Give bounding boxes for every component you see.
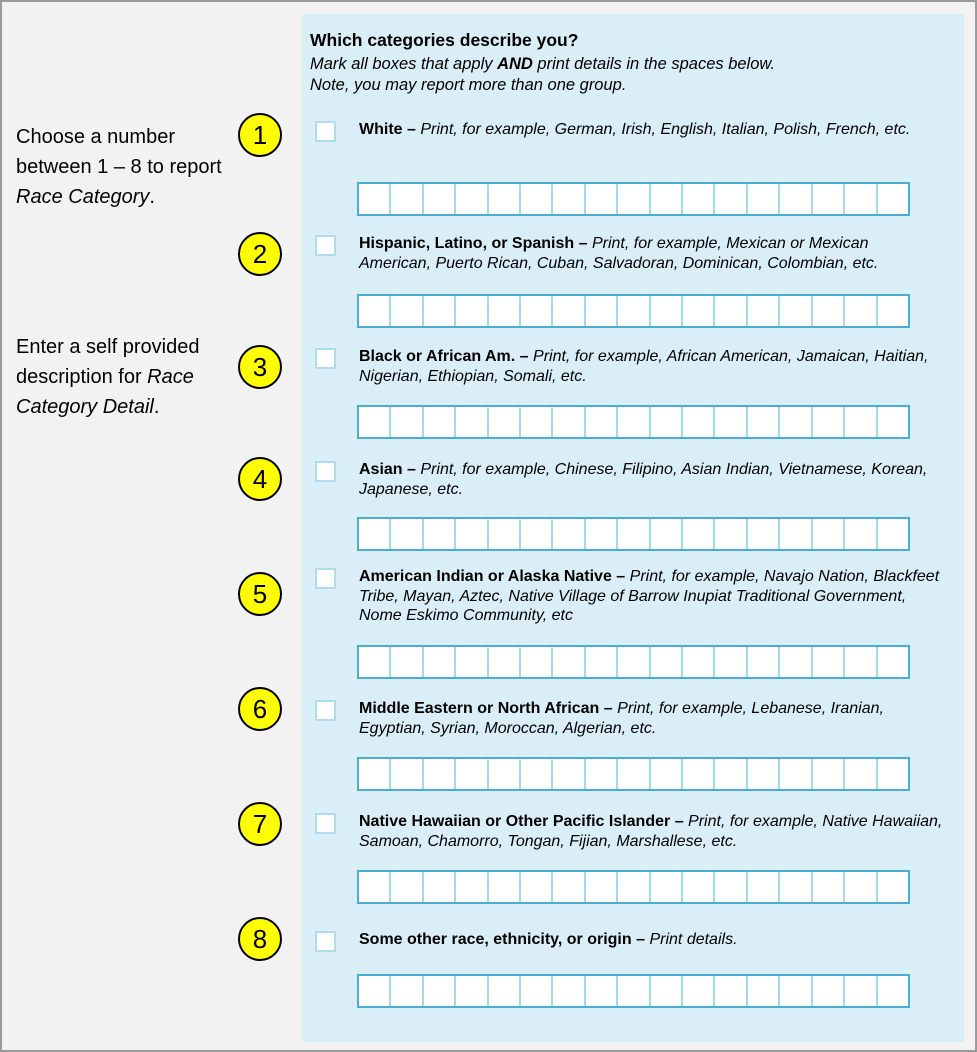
question-instruction-line2: Note, you may report more than one group. bbox=[310, 76, 627, 94]
write-in-cell[interactable] bbox=[456, 872, 488, 902]
write-in-cell[interactable] bbox=[813, 407, 845, 437]
category-label bbox=[359, 812, 944, 851]
write-in-cell[interactable] bbox=[683, 407, 715, 437]
write-in-field-white[interactable] bbox=[357, 182, 910, 216]
write-in-cell[interactable] bbox=[748, 519, 780, 549]
question-title: Which categories describe you? bbox=[310, 30, 579, 50]
write-in-cell[interactable] bbox=[586, 184, 618, 214]
write-in-cell[interactable] bbox=[424, 296, 456, 326]
write-in-cell[interactable] bbox=[878, 519, 908, 549]
write-in-cell[interactable] bbox=[424, 759, 456, 789]
category-row-hispanic bbox=[315, 234, 960, 273]
write-in-cell[interactable] bbox=[780, 519, 812, 549]
category-description: Print, for example, German, Irish, English, Italian, Polish, French, etc. bbox=[420, 121, 911, 138]
write-in-cell[interactable] bbox=[618, 759, 650, 789]
write-in-cell[interactable] bbox=[391, 296, 423, 326]
write-in-cell[interactable] bbox=[618, 519, 650, 549]
write-in-cell[interactable] bbox=[553, 519, 585, 549]
instruction-and: AND bbox=[497, 55, 533, 73]
write-in-cell[interactable] bbox=[391, 184, 423, 214]
write-in-cell[interactable] bbox=[878, 872, 908, 902]
write-in-cell[interactable] bbox=[780, 296, 812, 326]
write-in-cell[interactable] bbox=[521, 759, 553, 789]
checkbox-mena[interactable] bbox=[315, 700, 336, 721]
write-in-cell[interactable] bbox=[489, 407, 521, 437]
dash: – bbox=[578, 235, 588, 252]
write-in-cell[interactable] bbox=[456, 759, 488, 789]
checkbox-nhpi[interactable] bbox=[315, 813, 336, 834]
step-number-badge-2: 2 bbox=[238, 232, 282, 276]
write-in-cell[interactable] bbox=[651, 296, 683, 326]
write-in-cell[interactable] bbox=[586, 519, 618, 549]
category-description: Print, for example, Mexican or Mexican American, Puerto Rican, Cuban, Salvadoran, Dominican, Colombian, etc. bbox=[359, 235, 879, 272]
note-text: Enter a self provided description for bbox=[16, 336, 200, 388]
write-in-field-asian[interactable] bbox=[357, 517, 910, 551]
step-number-badge-3: 3 bbox=[238, 345, 282, 389]
write-in-cell[interactable] bbox=[553, 296, 585, 326]
checkbox-aian[interactable] bbox=[315, 568, 336, 589]
step-number-badge-4: 4 bbox=[238, 457, 282, 501]
write-in-cell[interactable] bbox=[813, 759, 845, 789]
step-number-badge-5: 5 bbox=[238, 572, 282, 616]
write-in-cell[interactable] bbox=[424, 407, 456, 437]
write-in-cell[interactable] bbox=[878, 759, 908, 789]
step-number-badge-8: 8 bbox=[238, 917, 282, 961]
instruction-note-race-category bbox=[16, 122, 231, 212]
write-in-field-other[interactable] bbox=[357, 974, 910, 1008]
question-instruction bbox=[310, 54, 958, 75]
write-in-cell[interactable] bbox=[780, 407, 812, 437]
write-in-cell[interactable] bbox=[521, 976, 553, 1006]
category-name: American Indian or Alaska Native bbox=[359, 568, 612, 585]
write-in-cell[interactable] bbox=[683, 296, 715, 326]
write-in-cell[interactable] bbox=[845, 407, 877, 437]
checkbox-hispanic[interactable] bbox=[315, 235, 336, 256]
write-in-cell[interactable] bbox=[359, 519, 391, 549]
write-in-cell[interactable] bbox=[489, 184, 521, 214]
category-description: Print, for example, Navajo Nation, Blackfeet Tribe, Mayan, Aztec, Native Village of Barrow Inupiat Traditional Government, Nome Eskimo Community, etc bbox=[359, 568, 940, 624]
category-name: Hispanic, Latino, or Spanish bbox=[359, 235, 575, 252]
question-header bbox=[310, 30, 958, 96]
write-in-field-aian[interactable] bbox=[357, 645, 910, 679]
write-in-cell[interactable] bbox=[845, 519, 877, 549]
write-in-cell[interactable] bbox=[813, 647, 845, 677]
write-in-cell[interactable] bbox=[586, 759, 618, 789]
write-in-cell[interactable] bbox=[683, 759, 715, 789]
category-row-aian bbox=[315, 567, 960, 626]
category-description: Print, for example, Lebanese, Iranian, Egyptian, Syrian, Moroccan, Algerian, etc. bbox=[359, 700, 884, 737]
category-name: White bbox=[359, 121, 403, 138]
write-in-cell[interactable] bbox=[748, 759, 780, 789]
write-in-cell[interactable] bbox=[391, 759, 423, 789]
category-row-mena bbox=[315, 699, 960, 738]
write-in-cell[interactable] bbox=[878, 184, 908, 214]
write-in-cell[interactable] bbox=[489, 976, 521, 1006]
write-in-cell[interactable] bbox=[391, 647, 423, 677]
step-number-badge-7: 7 bbox=[238, 802, 282, 846]
note-suffix: . bbox=[149, 186, 155, 208]
write-in-cell[interactable] bbox=[618, 976, 650, 1006]
write-in-cell[interactable] bbox=[845, 184, 877, 214]
write-in-cell[interactable] bbox=[813, 296, 845, 326]
write-in-cell[interactable] bbox=[553, 759, 585, 789]
question-panel bbox=[302, 14, 964, 1042]
note-text: Choose a number between 1 – 8 to report bbox=[16, 126, 222, 178]
write-in-cell[interactable] bbox=[715, 519, 747, 549]
dash: – bbox=[519, 348, 529, 365]
write-in-cell[interactable] bbox=[651, 184, 683, 214]
category-description: Print details. bbox=[649, 931, 738, 948]
write-in-cell[interactable] bbox=[715, 296, 747, 326]
write-in-cell[interactable] bbox=[845, 872, 877, 902]
write-in-cell[interactable] bbox=[715, 976, 747, 1006]
write-in-cell[interactable] bbox=[748, 872, 780, 902]
write-in-cell[interactable] bbox=[521, 872, 553, 902]
write-in-cell[interactable] bbox=[618, 184, 650, 214]
category-name: Middle Eastern or North African bbox=[359, 700, 600, 717]
category-row-asian bbox=[315, 460, 960, 499]
write-in-cell[interactable] bbox=[780, 184, 812, 214]
write-in-cell[interactable] bbox=[424, 647, 456, 677]
write-in-cell[interactable] bbox=[553, 184, 585, 214]
write-in-cell[interactable] bbox=[651, 519, 683, 549]
write-in-cell[interactable] bbox=[391, 519, 423, 549]
write-in-cell[interactable] bbox=[748, 976, 780, 1006]
write-in-cell[interactable] bbox=[521, 647, 553, 677]
write-in-cell[interactable] bbox=[489, 519, 521, 549]
write-in-cell[interactable] bbox=[456, 296, 488, 326]
note-suffix: . bbox=[153, 396, 160, 418]
write-in-cell[interactable] bbox=[683, 872, 715, 902]
write-in-cell[interactable] bbox=[359, 184, 391, 214]
write-in-cell[interactable] bbox=[586, 296, 618, 326]
write-in-cell[interactable] bbox=[456, 976, 488, 1006]
instruction-post: print details in the spaces below. bbox=[532, 55, 775, 73]
write-in-cell[interactable] bbox=[618, 296, 650, 326]
write-in-cell[interactable] bbox=[424, 519, 456, 549]
write-in-cell[interactable] bbox=[521, 519, 553, 549]
category-label bbox=[359, 347, 944, 386]
write-in-cell[interactable] bbox=[748, 647, 780, 677]
dash: – bbox=[616, 568, 626, 585]
write-in-cell[interactable] bbox=[359, 872, 391, 902]
write-in-cell[interactable] bbox=[651, 872, 683, 902]
category-label bbox=[359, 930, 944, 950]
write-in-cell[interactable] bbox=[878, 407, 908, 437]
write-in-cell[interactable] bbox=[651, 759, 683, 789]
write-in-cell[interactable] bbox=[586, 976, 618, 1006]
write-in-cell[interactable] bbox=[521, 296, 553, 326]
write-in-cell[interactable] bbox=[618, 647, 650, 677]
dash: – bbox=[636, 931, 646, 948]
category-row-white bbox=[315, 120, 960, 142]
write-in-field-nhpi[interactable] bbox=[357, 870, 910, 904]
category-row-nhpi bbox=[315, 812, 960, 851]
write-in-cell[interactable] bbox=[424, 872, 456, 902]
write-in-cell[interactable] bbox=[715, 407, 747, 437]
write-in-cell[interactable] bbox=[748, 296, 780, 326]
write-in-cell[interactable] bbox=[683, 976, 715, 1006]
write-in-cell[interactable] bbox=[553, 407, 585, 437]
write-in-cell[interactable] bbox=[813, 519, 845, 549]
write-in-cell[interactable] bbox=[521, 184, 553, 214]
write-in-cell[interactable] bbox=[359, 759, 391, 789]
write-in-cell[interactable] bbox=[489, 872, 521, 902]
write-in-cell[interactable] bbox=[359, 407, 391, 437]
category-label bbox=[359, 460, 944, 499]
write-in-cell[interactable] bbox=[845, 976, 877, 1006]
write-in-cell[interactable] bbox=[651, 407, 683, 437]
write-in-cell[interactable] bbox=[651, 976, 683, 1006]
write-in-cell[interactable] bbox=[391, 872, 423, 902]
category-description: Print, for example, Chinese, Filipino, Asian Indian, Vietnamese, Korean, Japanese, etc. bbox=[359, 461, 928, 498]
write-in-cell[interactable] bbox=[715, 647, 747, 677]
category-name: Black or African Am. bbox=[359, 348, 516, 365]
write-in-cell[interactable] bbox=[748, 407, 780, 437]
write-in-cell[interactable] bbox=[878, 647, 908, 677]
write-in-cell[interactable] bbox=[553, 872, 585, 902]
write-in-cell[interactable] bbox=[780, 872, 812, 902]
write-in-cell[interactable] bbox=[489, 759, 521, 789]
checkbox-white[interactable] bbox=[315, 121, 336, 142]
category-name: Native Hawaiian or Other Pacific Islander bbox=[359, 813, 671, 830]
write-in-cell[interactable] bbox=[456, 184, 488, 214]
write-in-cell[interactable] bbox=[878, 976, 908, 1006]
write-in-cell[interactable] bbox=[489, 647, 521, 677]
write-in-field-mena[interactable] bbox=[357, 757, 910, 791]
write-in-cell[interactable] bbox=[845, 296, 877, 326]
write-in-cell[interactable] bbox=[813, 184, 845, 214]
write-in-cell[interactable] bbox=[878, 296, 908, 326]
write-in-cell[interactable] bbox=[715, 759, 747, 789]
write-in-cell[interactable] bbox=[521, 407, 553, 437]
write-in-cell[interactable] bbox=[456, 647, 488, 677]
write-in-cell[interactable] bbox=[359, 976, 391, 1006]
write-in-cell[interactable] bbox=[424, 184, 456, 214]
write-in-field-black[interactable] bbox=[357, 405, 910, 439]
category-description: Print, for example, Native Hawaiian, Samoan, Chamorro, Tongan, Fijian, Marshallese, etc. bbox=[359, 813, 943, 850]
category-name: Some other race, ethnicity, or origin bbox=[359, 931, 632, 948]
write-in-cell[interactable] bbox=[618, 872, 650, 902]
write-in-cell[interactable] bbox=[780, 647, 812, 677]
write-in-cell[interactable] bbox=[553, 647, 585, 677]
write-in-cell[interactable] bbox=[391, 976, 423, 1006]
write-in-cell[interactable] bbox=[586, 407, 618, 437]
write-in-cell[interactable] bbox=[683, 647, 715, 677]
note-italic-term: Race Category Detail bbox=[16, 366, 194, 418]
write-in-cell[interactable] bbox=[813, 872, 845, 902]
write-in-field-hispanic[interactable] bbox=[357, 294, 910, 328]
category-name: Asian bbox=[359, 461, 403, 478]
instruction-note-race-detail bbox=[16, 332, 231, 422]
instruction-pre: Mark all boxes that apply bbox=[310, 55, 498, 73]
write-in-cell[interactable] bbox=[845, 759, 877, 789]
category-description: Print, for example, African American, Jamaican, Haitian, Nigerian, Ethiopian, Somali, etc. bbox=[359, 348, 929, 385]
write-in-cell[interactable] bbox=[780, 976, 812, 1006]
category-label bbox=[359, 234, 944, 273]
note-italic-term: Race Category bbox=[16, 186, 150, 208]
write-in-cell[interactable] bbox=[845, 647, 877, 677]
step-number-badge-1: 1 bbox=[238, 113, 282, 157]
write-in-cell[interactable] bbox=[359, 296, 391, 326]
write-in-cell[interactable] bbox=[748, 184, 780, 214]
dash: – bbox=[603, 700, 613, 717]
write-in-cell[interactable] bbox=[780, 759, 812, 789]
write-in-cell[interactable] bbox=[683, 519, 715, 549]
write-in-cell[interactable] bbox=[391, 407, 423, 437]
write-in-cell[interactable] bbox=[456, 519, 488, 549]
checkbox-asian[interactable] bbox=[315, 461, 336, 482]
write-in-cell[interactable] bbox=[651, 647, 683, 677]
checkbox-other[interactable] bbox=[315, 931, 336, 952]
category-label bbox=[359, 120, 944, 140]
write-in-cell[interactable] bbox=[715, 872, 747, 902]
write-in-cell[interactable] bbox=[424, 976, 456, 1006]
write-in-cell[interactable] bbox=[586, 647, 618, 677]
dash: – bbox=[674, 813, 684, 830]
write-in-cell[interactable] bbox=[553, 976, 585, 1006]
category-label bbox=[359, 567, 944, 626]
category-row-other bbox=[315, 930, 960, 952]
category-label bbox=[359, 699, 944, 738]
checkbox-black[interactable] bbox=[315, 348, 336, 369]
dash: – bbox=[407, 121, 416, 138]
write-in-cell[interactable] bbox=[715, 184, 747, 214]
step-number-badge-6: 6 bbox=[238, 687, 282, 731]
write-in-cell[interactable] bbox=[586, 872, 618, 902]
write-in-cell[interactable] bbox=[813, 976, 845, 1006]
write-in-cell[interactable] bbox=[359, 647, 391, 677]
category-row-black bbox=[315, 347, 960, 386]
write-in-cell[interactable] bbox=[489, 296, 521, 326]
write-in-cell[interactable] bbox=[683, 184, 715, 214]
dash: – bbox=[407, 461, 416, 478]
write-in-cell[interactable] bbox=[618, 407, 650, 437]
write-in-cell[interactable] bbox=[456, 407, 488, 437]
